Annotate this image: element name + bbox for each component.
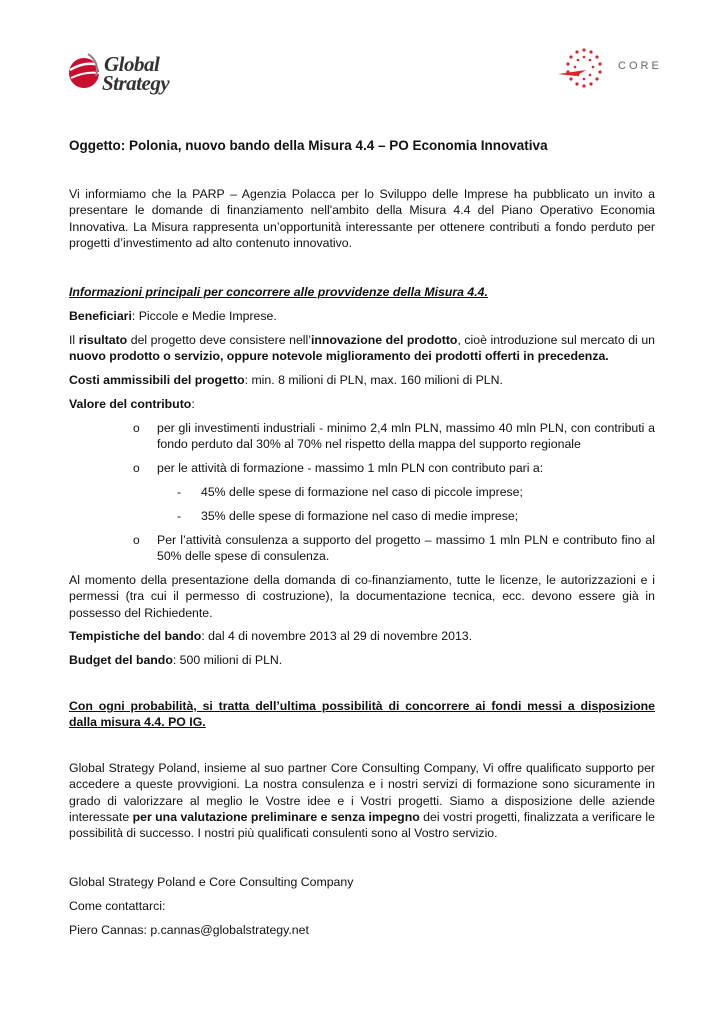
dash-marker: - <box>177 485 182 499</box>
intro-paragraph: Vi informiamo che la PARP – Agenzia Polacca per lo Sviluppo delle Imprese ha pubblicato un invito a presentare le domande di finanziamento nell'ambito della Misura 4.4 del Piano Operativo Economia Innovativa. La Misura rappresenta un’opportunità interessante per ottenere contributi a fondo perduto per progetti d’investimento ad alto contenuto innovativo. <box>69 187 655 250</box>
risultato-text-3: , cioè introduzione sul mercato di un <box>457 333 655 347</box>
risultato-bold-2: innovazione del prodotto <box>311 333 458 347</box>
offer-text-2: dei vostri progetti, finalizzata a verificare le possibilità di successo. I nostri più qualificati consulenti sono al Vostro servizio. <box>69 809 655 841</box>
budget-line <box>69 652 655 668</box>
subject-title: Oggetto: Polonia, nuovo bando della Misura 4.4 – PO Economia Innovativa <box>69 138 548 153</box>
bullet-item: per gli investimenti industriali - minimo 2,4 mln PLN, massimo 40 mln PLN, con contributi a fondo perduto dal 30% al 70% nel rispetto della mappa del supporto regionale <box>157 421 655 452</box>
sub-item: 35% delle spese di formazione nel caso di medie imprese; <box>201 509 519 523</box>
valore-line <box>69 396 655 412</box>
risultato-paragraph <box>69 332 655 365</box>
dash-marker: - <box>177 509 182 523</box>
beneficiari-label: Beneficiari <box>69 309 132 323</box>
probabilita-paragraph: Con ogni probabilità, si tratta dell’ultima possibilità di concorrere ai fondi messi a disposizione dalla misura 4.4. PO IG. <box>69 699 655 730</box>
momento-paragraph: Al momento della presentazione della domanda di co-finanziamento, tutte le licenze, le autorizzazioni e i permessi (tra cui il permesso di costruzione), la documentazione tecnica, ecc. devono essere già in possesso del Richiedente. <box>69 573 655 620</box>
tempistiche-value: : dal 4 di novembre 2013 al 29 di novembre 2013. <box>201 629 473 643</box>
budget-label: Budget del bando <box>69 653 173 667</box>
risultato-text-2: del progetto deve consistere nell’ <box>127 333 311 347</box>
tempistiche-line <box>69 628 655 644</box>
budget-value: : 500 milioni di PLN. <box>172 653 283 667</box>
brand-name-line2: Strategy <box>102 71 170 95</box>
valore-colon: : <box>191 397 195 411</box>
tempistiche-label: Tempistiche del bando <box>69 629 202 643</box>
info-heading: Informazioni principali per concorrere alle provvidenze della Misura 4.4. <box>69 285 488 299</box>
bullet-marker: o <box>133 421 140 435</box>
sub-item: 45% delle spese di formazione nel caso di piccole imprese; <box>201 485 523 499</box>
globe-icon <box>66 52 106 92</box>
costi-value: : min. 8 milioni di PLN, max. 160 milioni di PLN. <box>244 373 503 387</box>
beneficiari-value: : Piccole e Medie Imprese. <box>131 309 277 323</box>
offer-text-1: Global Strategy Poland, insieme al suo partner Core Consulting Company, Vi offre qualificato supporto per accedere a queste provvigioni. La nostra consulenza e i nostri servizi di formazione sono sicuramente in grado di valorizzare al meglio le Vostre idee e i Vostri progetti. Siamo a disposizione delle aziende interessate <box>69 761 655 824</box>
core-star-icon <box>556 44 612 92</box>
costi-line <box>69 372 655 388</box>
risultato-bold-1: risultato <box>78 333 128 347</box>
costi-label: Costi ammissibili del progetto <box>69 373 245 387</box>
signature: Global Strategy Poland e Core Consulting Company <box>69 875 354 889</box>
bullet-item: per le attività di formazione - massimo 1 mln PLN con contributo pari a: <box>157 461 544 475</box>
core-label: CORE <box>618 60 662 72</box>
risultato-text-1: Il <box>69 333 79 347</box>
contact-label: Come contattarci: <box>69 899 166 913</box>
bullet-marker: o <box>133 533 140 547</box>
beneficiari-line <box>69 308 655 324</box>
risultato-bold-3: nuovo prodotto o servizio, oppure notevole miglioramento dei prodotti offerti in precedenza. <box>69 349 609 364</box>
offer-bold: per una valutazione preliminare e senza impegno <box>132 809 420 824</box>
contact-line: Piero Cannas: p.cannas@globalstrategy.net <box>69 923 309 937</box>
bullet-item: Per l’attività consulenza a supporto del progetto – massimo 1 mln PLN e contributo fino al 50% delle spese di consulenza. <box>157 533 655 564</box>
brand-name-line1: Global <box>104 52 160 76</box>
offer-paragraph <box>69 760 655 841</box>
bullet-marker: o <box>133 461 140 475</box>
valore-label: Valore del contributo <box>69 397 192 411</box>
